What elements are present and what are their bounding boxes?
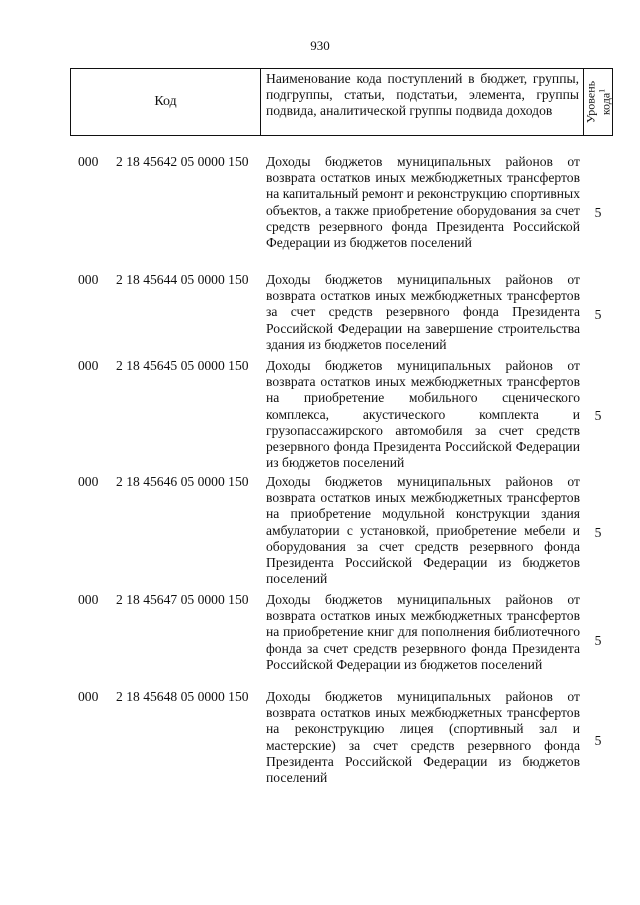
header-level-line2: кода <box>598 92 612 116</box>
header-level-line1: Уровень <box>584 80 598 124</box>
table-row <box>0 592 640 689</box>
table-row <box>0 272 640 358</box>
header-name-cell <box>261 69 584 135</box>
table-header <box>70 68 613 136</box>
row-code: 2 18 45646 05 0000 150 <box>116 474 249 489</box>
row-prefix: 000 <box>78 154 99 169</box>
row-level: 5 <box>594 307 602 322</box>
page-number: 930 <box>310 38 330 53</box>
row-code: 2 18 45645 05 0000 150 <box>116 358 249 373</box>
row-code: 2 18 45647 05 0000 150 <box>116 592 249 607</box>
row-description: Доходы бюджетов муниципальных районов от возврата остатков иных межбюджетных трансфертов за счет средств резервного фонда Президента Российской Федерации на завершение строительства здания из бюджетов поселений <box>266 272 580 352</box>
row-description: Доходы бюджетов муниципальных районов от возврата остатков иных межбюджетных трансфертов на реконструкцию лицея (спортивный зал и мастерские) за счет средств резервного фонда Президента Российской Федерации из бюджетов поселений <box>266 689 580 786</box>
row-prefix: 000 <box>78 474 99 489</box>
header-level-label <box>585 81 612 123</box>
row-code: 2 18 45644 05 0000 150 <box>116 272 249 287</box>
header-name-label: Наименование кода поступлений в бюджет, группы, подгруппы, статьи, подстатьи, элемента, группы подвида, аналитической группы подвида доходов <box>266 71 579 118</box>
row-prefix: 000 <box>78 272 99 287</box>
header-level-footnote: 1 <box>597 88 607 93</box>
row-prefix: 000 <box>78 358 99 373</box>
table-body <box>0 154 640 793</box>
row-level: 5 <box>594 408 602 423</box>
row-prefix: 000 <box>78 592 99 607</box>
table-row <box>0 358 640 474</box>
row-description: Доходы бюджетов муниципальных районов от возврата остатков иных межбюджетных трансфертов на приобретение модульной конструкции здания амбулатории с установкой, приобретение мебели и оборудования за счет средств резервного фонда Президента Российской Федерации из бюджетов поселений <box>266 474 580 587</box>
row-level: 5 <box>594 733 602 748</box>
table-row <box>0 154 640 272</box>
table-row <box>0 689 640 793</box>
header-code-label: Код <box>154 94 177 109</box>
row-code: 2 18 45642 05 0000 150 <box>116 154 249 169</box>
row-level: 5 <box>594 632 602 648</box>
table-row <box>0 474 640 592</box>
row-level: 5 <box>594 525 602 540</box>
header-level-cell <box>584 69 612 135</box>
row-code: 2 18 45648 05 0000 150 <box>116 689 249 704</box>
row-description: Доходы бюджетов муниципальных районов от возврата остатков иных межбюджетных трансфертов на приобретение книг для пополнения библиотечного фонда за счет средств резервного фонда Президента Российской Федерации из бюджетов поселений <box>266 592 580 672</box>
row-description: Доходы бюджетов муниципальных районов от возврата остатков иных межбюджетных трансфертов на капитальный ремонт и реконструкцию спортивных объектов, а также приобретение оборудования за счет средств резервного фонда Президента Российской Федерации из бюджетов поселений <box>266 154 580 251</box>
row-level: 5 <box>594 205 602 220</box>
row-description: Доходы бюджетов муниципальных районов от возврата остатков иных межбюджетных трансфертов на приобретение мобильного сценического комплекса, акустического комплекта и грузопассажирского автомобиля за счет средств резервного фонда Президента Российской Федерации из бюджетов поселений <box>266 358 580 471</box>
row-prefix: 000 <box>78 689 99 704</box>
header-code-cell <box>71 69 261 135</box>
